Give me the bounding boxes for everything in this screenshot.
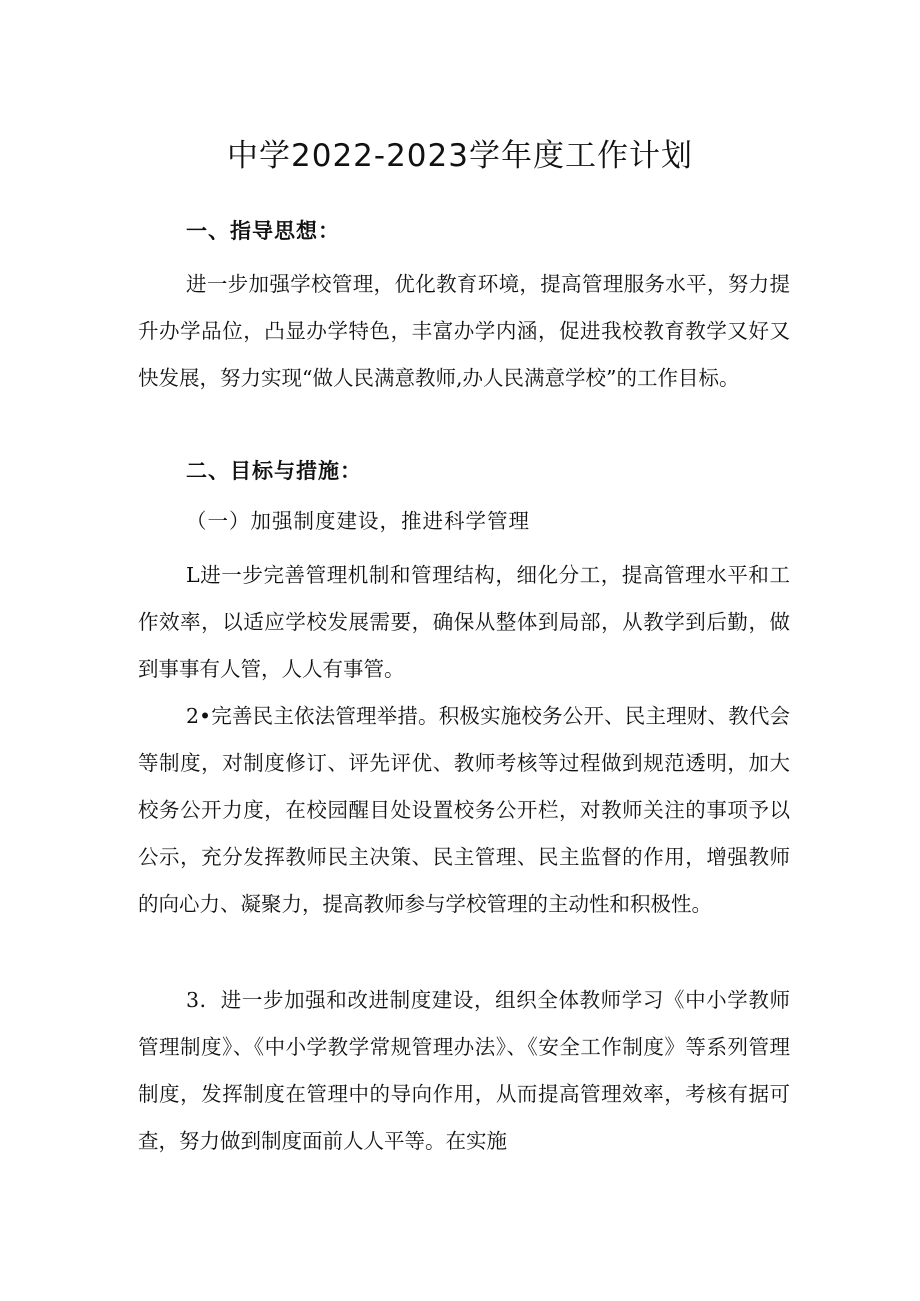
section-1-heading: 一、指导思想：	[186, 219, 340, 243]
document-title: 中学2022-2023学年度工作计划	[227, 138, 693, 174]
section-2-heading: 二、目标与措施：	[186, 459, 362, 483]
item-2-paragraph: 2•完善民主依法管理举措。积极实施校务公开、民主理财、教代会等制度，对制度修订、评先评优、教师考核等过程做到规范透明，加大校务公开力度，在校园醒目处设置校务公开栏，对教师关注的事项予以公示，充分发挥教师民主决策、民主管理、民主监督的作用，增强教师的向心力、凝聚力，提高教师参与学校管理的主动性和积极性。	[138, 704, 790, 916]
section-1-paragraph: 进一步加强学校管理，优化教育环境，提高管理服务水平，努力提升办学品位，凸显办学特色，丰富办学内涵，促进我校教育教学又好又快发展，努力实现“做人民满意教师,办人民满意学校”的工作目标。	[138, 272, 790, 390]
item-1-paragraph: L进一步完善管理机制和管理结构，细化分工，提高管理水平和工作效率，以适应学校发展需要，确保从整体到局部，从教学到后勤，做到事事有人管，人人有事管。	[138, 563, 790, 681]
item-3-paragraph: 3．进一步加强和改进制度建设，组织全体教师学习《中小学教师管理制度》、《中小学教学常规管理办法》、《安全工作制度》等系列管理制度，发挥制度在管理中的导向作用，从而提高管理效率，考核有据可查，努力做到制度面前人人平等。在实施	[138, 988, 790, 1153]
section-2-subheading: （一）加强制度建设，推进科学管理	[186, 509, 530, 533]
